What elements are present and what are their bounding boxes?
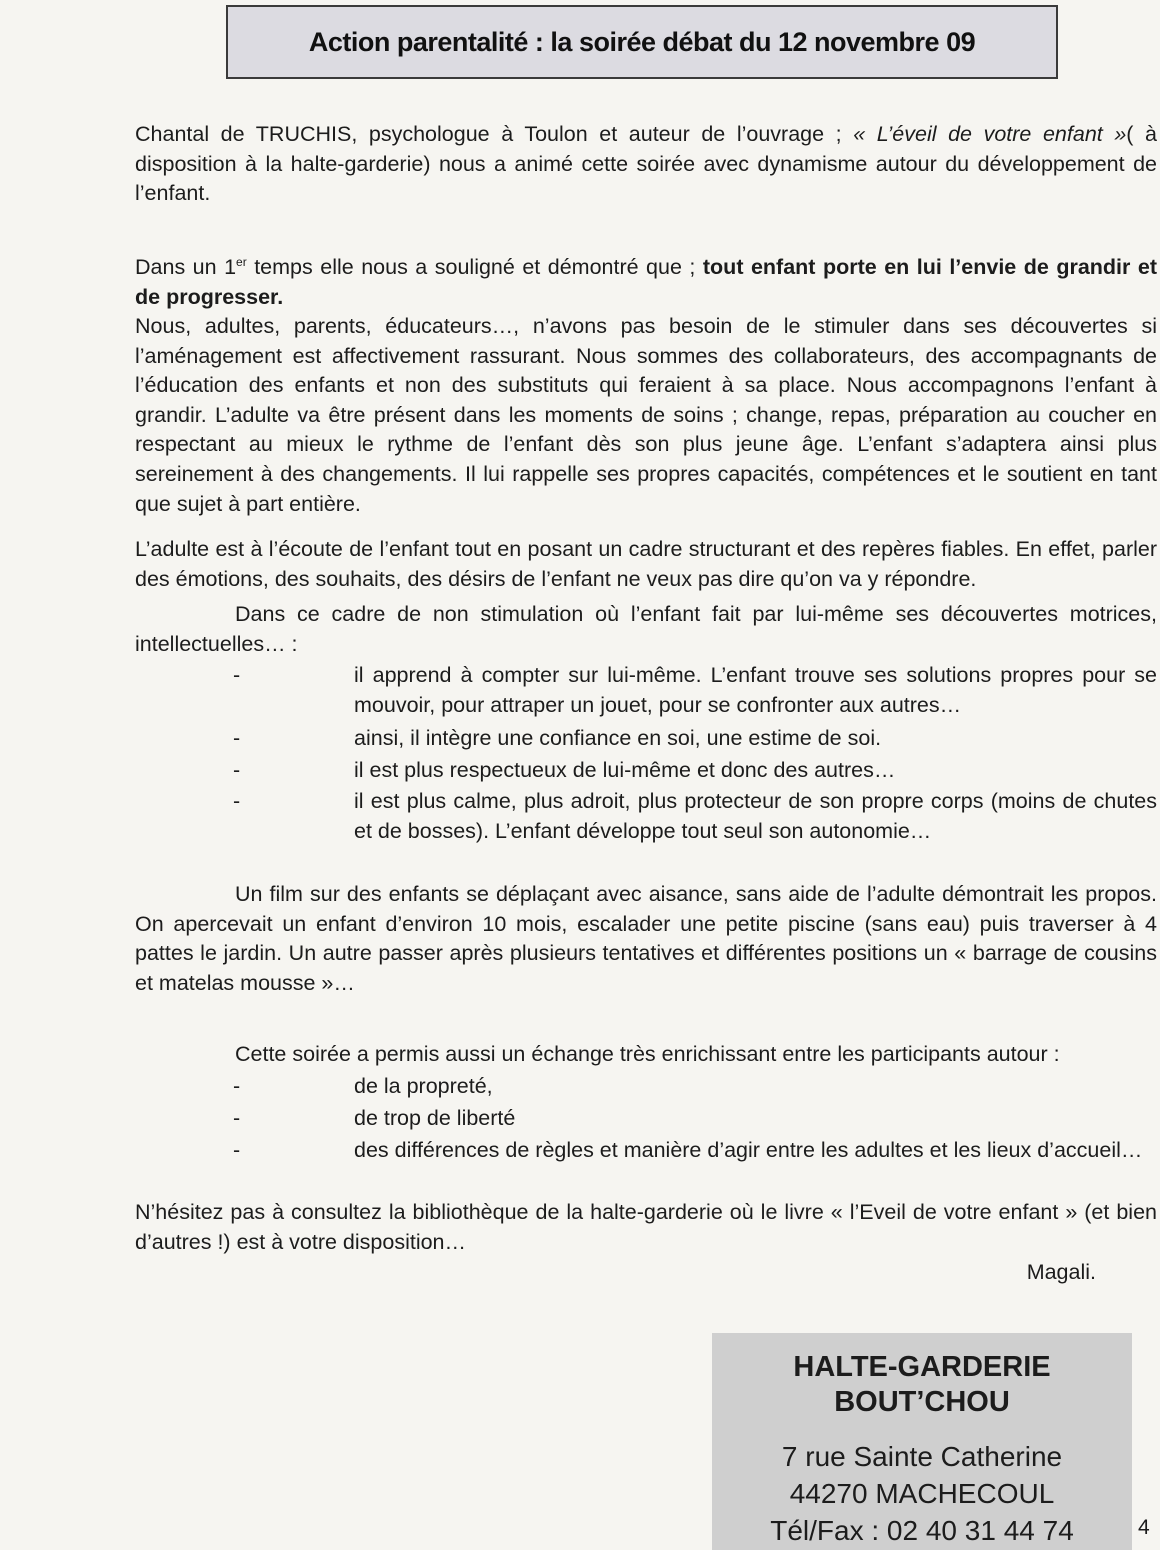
list-item-text: de trop de liberté — [354, 1106, 516, 1130]
contact-box — [712, 1333, 1132, 1550]
list-item-text: il est plus calme, plus adroit, plus protecteur de son propre corps (moins de chutes et de bosses). L’enfant développe tout seul son autonomie… — [354, 789, 1157, 843]
page-number: 4 — [1138, 1516, 1150, 1539]
phone-fax: Tél/Fax : 02 40 31 44 74 — [770, 1515, 1074, 1546]
list-item-text: il est plus respectueux de lui-même et donc des autres… — [354, 758, 896, 782]
film-paragraph: Un film sur des enfants se déplaçant avec aisance, sans aide de l’adulte démontrait les propos. On apercevait un enfant d’environ 10 mois, escalader une petite piscine (sans eau) puis traverser à 4 pattes le jardin. Un autre passer après plusieurs tentatives et différentes positions un « barrage de cousins et matelas mousse »… — [135, 882, 1157, 995]
page-title: Action parentalité : la soirée débat du 12 novembre 09 — [308, 26, 976, 57]
p2-text-1: Dans un 1 — [135, 255, 237, 279]
bullet-dash: - — [233, 1138, 241, 1162]
listening-paragraph: L’adulte est à l’écoute de l’enfant tout en posant un cadre structurant et des repères fiables. En effet, parler des émotions, des souhaits, des désirs de l’enfant ne veux pas dire qu’on va y répondre. — [135, 537, 1157, 591]
p2-superscript: er — [236, 254, 247, 269]
list-item-text: ainsi, il intègre une confiance en soi, une estime de soi. — [354, 726, 882, 750]
intro-paragraph — [135, 120, 1157, 209]
p2-text-2: temps elle nous a souligné et démontré que ; — [246, 255, 703, 279]
organization-name: HALTE-GARDERIE — [793, 1351, 1051, 1383]
list-item-text: de la propreté, — [354, 1074, 493, 1098]
address-street: 7 rue Sainte Catherine — [781, 1441, 1063, 1472]
library-paragraph: N’hésitez pas à consultez la bibliothèque de la halte-garderie où le livre « l’Eveil de votre enfant » (et bien d’autres !) est à votre disposition… — [135, 1200, 1157, 1254]
title-box — [226, 5, 1058, 79]
context-paragraph: Dans ce cadre de non stimulation où l’enfant fait par lui-même ses découvertes motrices, intellectuelles… : — [135, 602, 1157, 656]
intro-text-2: ( à disposition à la halte-garderie) nous a animé cette soirée avec dynamisme autour du développement de l’enfant. — [135, 122, 1157, 206]
list-item-text: des différences de règles et manière d’agir entre les adultes et les lieux d’accueil… — [354, 1138, 1143, 1162]
bullet-dash: - — [233, 726, 241, 750]
key-statement-paragraph — [135, 253, 1157, 312]
bullet-dash: - — [233, 663, 241, 687]
bullet-dash: - — [233, 1074, 241, 1098]
address-city: 44270 MACHECOUL — [789, 1478, 1055, 1509]
adults-paragraph: Nous, adultes, parents, éducateurs…, n’avons pas besoin de le stimuler dans ses découvertes si l’aménagement est affectivement rassurant. Nous sommes des collaborateurs, des accompagnants de l’éducation des enfants et non des substituts qui feraient à sa place. Nous accompagnons l’enfant à grandir. L’adulte va être présent dans les moments de soins ; change, repas, préparation au coucher en respectant au mieux le rythme de l’enfant dès son plus jeune âge. L’enfant s’adaptera ainsi plus sereinement à des changements. Il lui rappelle ses propres capacités, compétences et le soutient en tant que sujet à part entière. — [135, 314, 1157, 516]
intro-text-1: Chantal de TRUCHIS, psychologue à Toulon et auteur de l’ouvrage ; — [135, 122, 854, 146]
bullet-dash: - — [233, 789, 241, 813]
key-statement: tout enfant porte en lui l’envie de grandir et de progresser. — [135, 255, 1157, 309]
organization-subname: BOUT’CHOU — [834, 1386, 1010, 1418]
book-title: « L’éveil de votre enfant » — [853, 122, 1127, 146]
exchange-paragraph: Cette soirée a permis aussi un échange très enrichissant entre les participants autour : — [235, 1042, 1060, 1066]
bullet-dash: - — [233, 1106, 241, 1130]
list-item-text: il apprend à compter sur lui-même. L’enfant trouve ses solutions propres pour se mouvoir, pour attraper un jouet, pour se confronter aux autres… — [354, 663, 1157, 717]
bullet-dash: - — [233, 758, 241, 782]
signature: Magali. — [1026, 1260, 1096, 1284]
